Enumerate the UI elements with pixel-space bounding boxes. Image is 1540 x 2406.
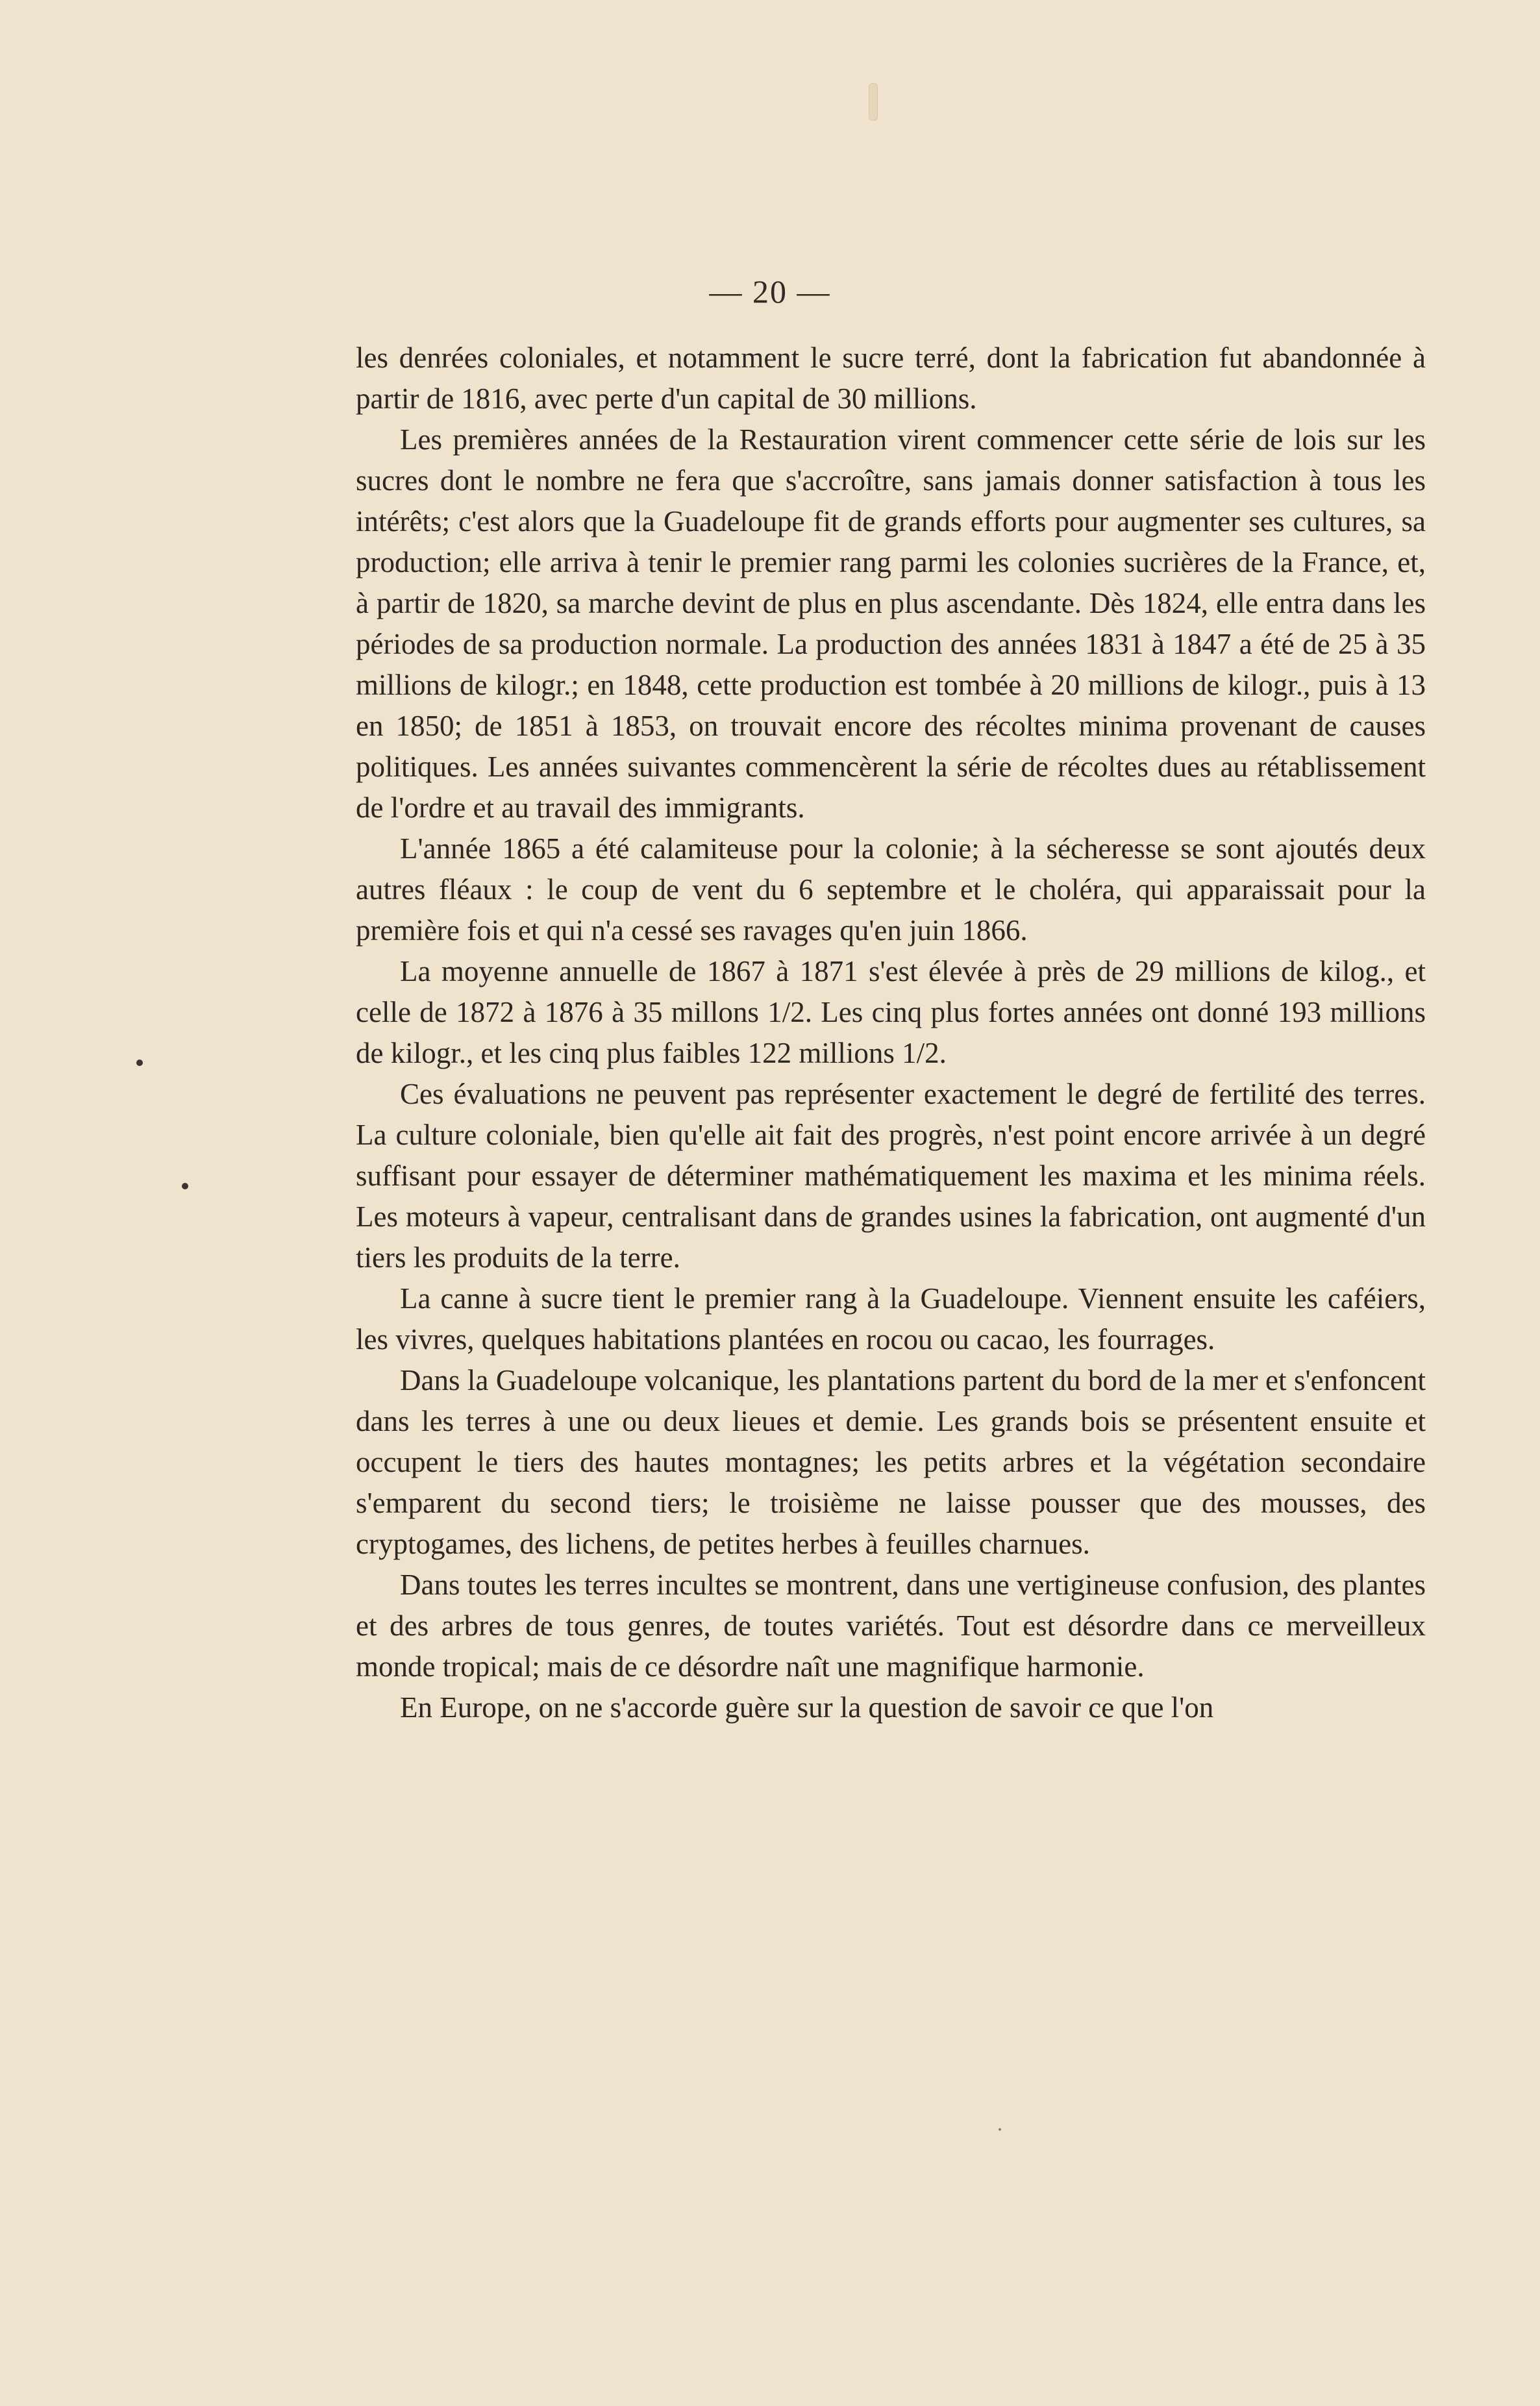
- paragraph-5: Ces évaluations ne peuvent pas représenter exactement le degré de fertilité des terres. La culture coloniale, bien qu'elle ait fait des progrès, n'est point encore arrivée à un degré suffisant pour essayer de déterminer mathématiquement les maxima et les minima réels. Les moteurs à vapeur, centralisant dans de grandes usines la fabrication, ont augmenté d'un tiers les produits de la terre.: [356, 1078, 1426, 1274]
- paragraph-7: Dans la Guadeloupe volcanique, les plantations partent du bord de la mer et s'enfoncent dans les terres à une ou deux lieues et demie. Les grands bois se présentent ensuite et occupent le tiers des hautes montagnes; les petits arbres et la végétation secondaire s'emparent du second tiers; le troisième ne laisse pousser que des mousses, des cryptogames, des lichens, de petites herbes à feuilles charnues.: [356, 1364, 1426, 1560]
- body-text: [356, 338, 1426, 1728]
- paragraph-2: Les premières années de la Restauration virent commencer cette série de lois sur les sucres dont le nombre ne fera que s'accroître, sans jamais donner satisfaction à tous les intérêts; c'est alors que la Guadeloupe fit de grands efforts pour augmenter ses cultures, sa production; elle arriva à tenir le premier rang parmi les colonies sucrières de la France, et, à partir de 1820, sa marche devint de plus en plus ascendante. Dès 1824, elle entra dans les périodes de sa production normale. La production des années 1831 à 1847 a été de 25 à 35 millions de kilogr.; en 1848, cette production est tombée à 20 millions de kilogr., puis à 13 en 1850; de 1851 à 1853, on trouvait encore des récoltes minima provenant de causes politiques. Les années suivantes commencèrent la série de récoltes dues au rétablissement de l'ordre et au travail des immigrants.: [356, 423, 1426, 824]
- margin-dot: [136, 1060, 143, 1066]
- paragraph-3: L'année 1865 a été calamiteuse pour la colonie; à la sécheresse se sont ajoutés deux autres fléaux : le coup de vent du 6 septembre et le choléra, qui apparaissait pour la première fois et qui n'a cessé ses ravages qu'en juin 1866.: [356, 832, 1426, 947]
- page-number: — 20 —: [709, 273, 831, 310]
- paragraph-1: les denrées coloniales, et notamment le sucre terré, dont la fabrication fut abandonnée à partir de 1816, avec perte d'un capital de 30 millions.: [356, 341, 1426, 415]
- paper-blemish: [869, 83, 878, 121]
- paragraph-9: En Europe, on ne s'accorde guère sur la question de savoir ce que l'on: [400, 1691, 1214, 1724]
- margin-dot: [999, 2128, 1001, 2131]
- margin-dot: [182, 1183, 188, 1189]
- paragraph-8: Dans toutes les terres incultes se montrent, dans une vertigineuse confusion, des plantes et des arbres de tous genres, de toutes variétés. Tout est désordre dans ce merveilleux monde tropical; mais de ce désordre naît une magnifique harmonie.: [356, 1569, 1426, 1683]
- paragraph-6: La canne à sucre tient le premier rang à la Guadeloupe. Viennent ensuite les caféiers, les vivres, quelques habitations plantées en rocou ou cacao, les fourrages.: [356, 1282, 1426, 1356]
- paragraph-4: La moyenne annuelle de 1867 à 1871 s'est élevée à près de 29 millions de kilog., et celle de 1872 à 1876 à 35 millons 1/2. Les cinq plus fortes années ont donné 193 millions de kilogr., et les cinq plus faibles 122 millions 1/2.: [356, 955, 1426, 1069]
